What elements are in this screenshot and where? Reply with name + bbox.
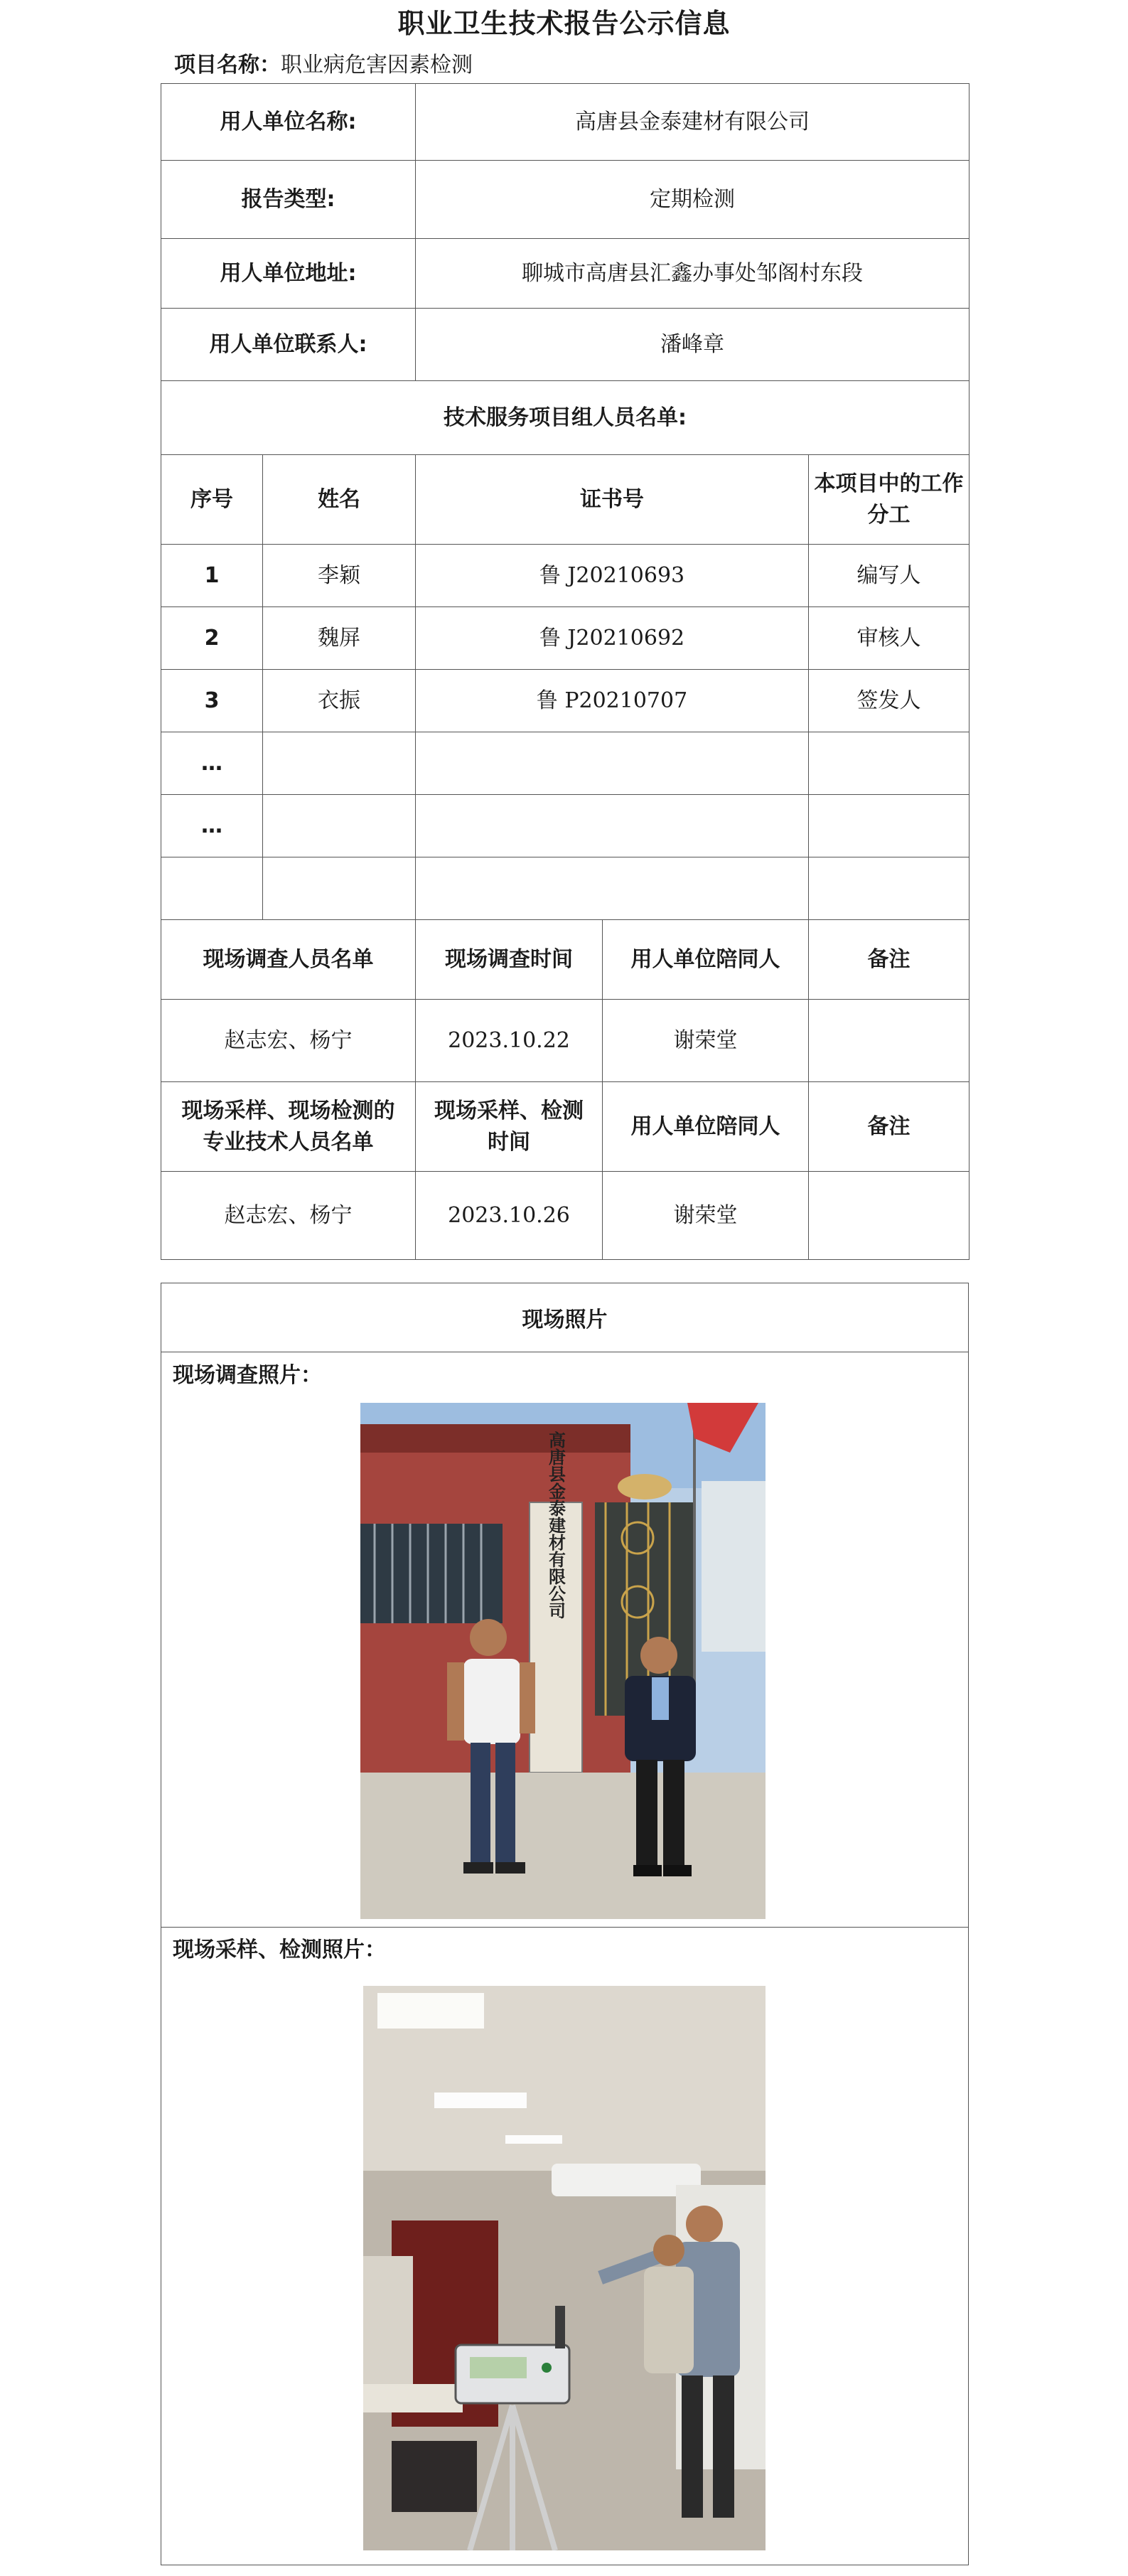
team-row-name: 李颖: [263, 545, 416, 607]
address-row: [161, 239, 969, 309]
team-row-no: …: [161, 795, 263, 857]
contact-value: 潘峰章: [416, 309, 969, 381]
survey-header-escort: 用人单位陪同人: [603, 920, 809, 1000]
survey-escort: 谢荣堂: [603, 1000, 809, 1082]
project-label: 项目名称：: [174, 53, 281, 78]
project-line: [174, 50, 473, 81]
table-row: [161, 732, 969, 795]
survey-header-note: 备注: [809, 920, 969, 1000]
site-photos-section: [161, 1283, 969, 2565]
sampling-header-staff: 现场采样、现场检测的专业技术人员名单: [161, 1082, 416, 1172]
table-row: [161, 857, 969, 920]
team-header-name: 姓名: [263, 455, 416, 545]
report-type-value: 定期检测: [416, 161, 969, 239]
table-row: [161, 545, 969, 607]
sampling-note: [809, 1172, 969, 1260]
team-row-role: [809, 857, 969, 920]
sampling-data-row: [161, 1172, 969, 1260]
sampling-header-date: 现场采样、检测时间: [416, 1082, 603, 1172]
sign-text: 高唐县金泰建材有限公司: [545, 1431, 566, 1619]
team-row-no: [161, 857, 263, 920]
team-row-no: …: [161, 732, 263, 795]
team-row-cert: [416, 795, 809, 857]
sampling-photo: [363, 1986, 766, 2550]
team-row-cert: [416, 857, 809, 920]
sampling-date: 2023.10.26: [416, 1172, 603, 1260]
section-divider: [161, 1927, 968, 1928]
team-row-no: 2: [161, 607, 263, 670]
team-row-cert: 鲁 P20210707: [416, 670, 809, 732]
team-row-no: 3: [161, 670, 263, 732]
table-row: [161, 795, 969, 857]
team-header-row: [161, 455, 969, 545]
survey-header-staff: 现场调查人员名单: [161, 920, 416, 1000]
employer-name-label: 用人单位名称:: [161, 84, 416, 161]
survey-note: [809, 1000, 969, 1082]
team-row-name: 魏屏: [263, 607, 416, 670]
report-type-label: 报告类型:: [161, 161, 416, 239]
company-sign: [546, 1431, 566, 1619]
sampling-header-escort: 用人单位陪同人: [603, 1082, 809, 1172]
table-row: [161, 670, 969, 732]
photos-header: 现场照片: [161, 1283, 968, 1352]
page-title: 职业卫生技术报告公示信息: [397, 8, 731, 39]
report-type-row: [161, 161, 969, 239]
survey-header-row: [161, 920, 969, 1000]
survey-staff: 赵志宏、杨宁: [161, 1000, 416, 1082]
team-row-name: [263, 857, 416, 920]
team-row-name: 衣振: [263, 670, 416, 732]
team-row-name: [263, 795, 416, 857]
team-row-role: [809, 795, 969, 857]
team-row-cert: 鲁 J20210693: [416, 545, 809, 607]
sampling-staff: 赵志宏、杨宁: [161, 1172, 416, 1260]
team-row-role: 编写人: [809, 545, 969, 607]
team-row-no: 1: [161, 545, 263, 607]
sampling-header-row: [161, 1082, 969, 1172]
survey-photo-caption: 现场调查照片：: [173, 1363, 322, 1388]
team-row-name: [263, 732, 416, 795]
survey-header-date: 现场调查时间: [416, 920, 603, 1000]
team-row-cert: 鲁 J20210692: [416, 607, 809, 670]
team-header-cert: 证书号: [416, 455, 809, 545]
survey-date: 2023.10.22: [416, 1000, 603, 1082]
team-row-role: 签发人: [809, 670, 969, 732]
employer-name-value: 高唐县金泰建材有限公司: [416, 84, 969, 161]
sampling-photo-caption: 现场采样、检测照片：: [173, 1938, 386, 1962]
address-value: 聊城市高唐县汇鑫办事处邹阁村东段: [416, 239, 969, 309]
team-row-role: 审核人: [809, 607, 969, 670]
team-header-role: 本项目中的工作分工: [809, 455, 969, 545]
report-info-table: [161, 83, 969, 1260]
project-value: 职业病危害因素检测: [281, 53, 473, 78]
sampling-escort: 谢荣堂: [603, 1172, 809, 1260]
address-label: 用人单位地址:: [161, 239, 416, 309]
survey-photo: [360, 1403, 766, 1919]
employer-name-row: [161, 84, 969, 161]
team-row-cert: [416, 732, 809, 795]
survey-data-row: [161, 1000, 969, 1082]
contact-row: [161, 309, 969, 381]
contact-label: 用人单位联系人:: [161, 309, 416, 381]
table-row: [161, 607, 969, 670]
sampling-header-note: 备注: [809, 1082, 969, 1172]
team-header-no: 序号: [161, 455, 263, 545]
team-row-role: [809, 732, 969, 795]
team-title: 技术服务项目组人员名单:: [161, 381, 969, 455]
team-title-row: [161, 381, 969, 455]
